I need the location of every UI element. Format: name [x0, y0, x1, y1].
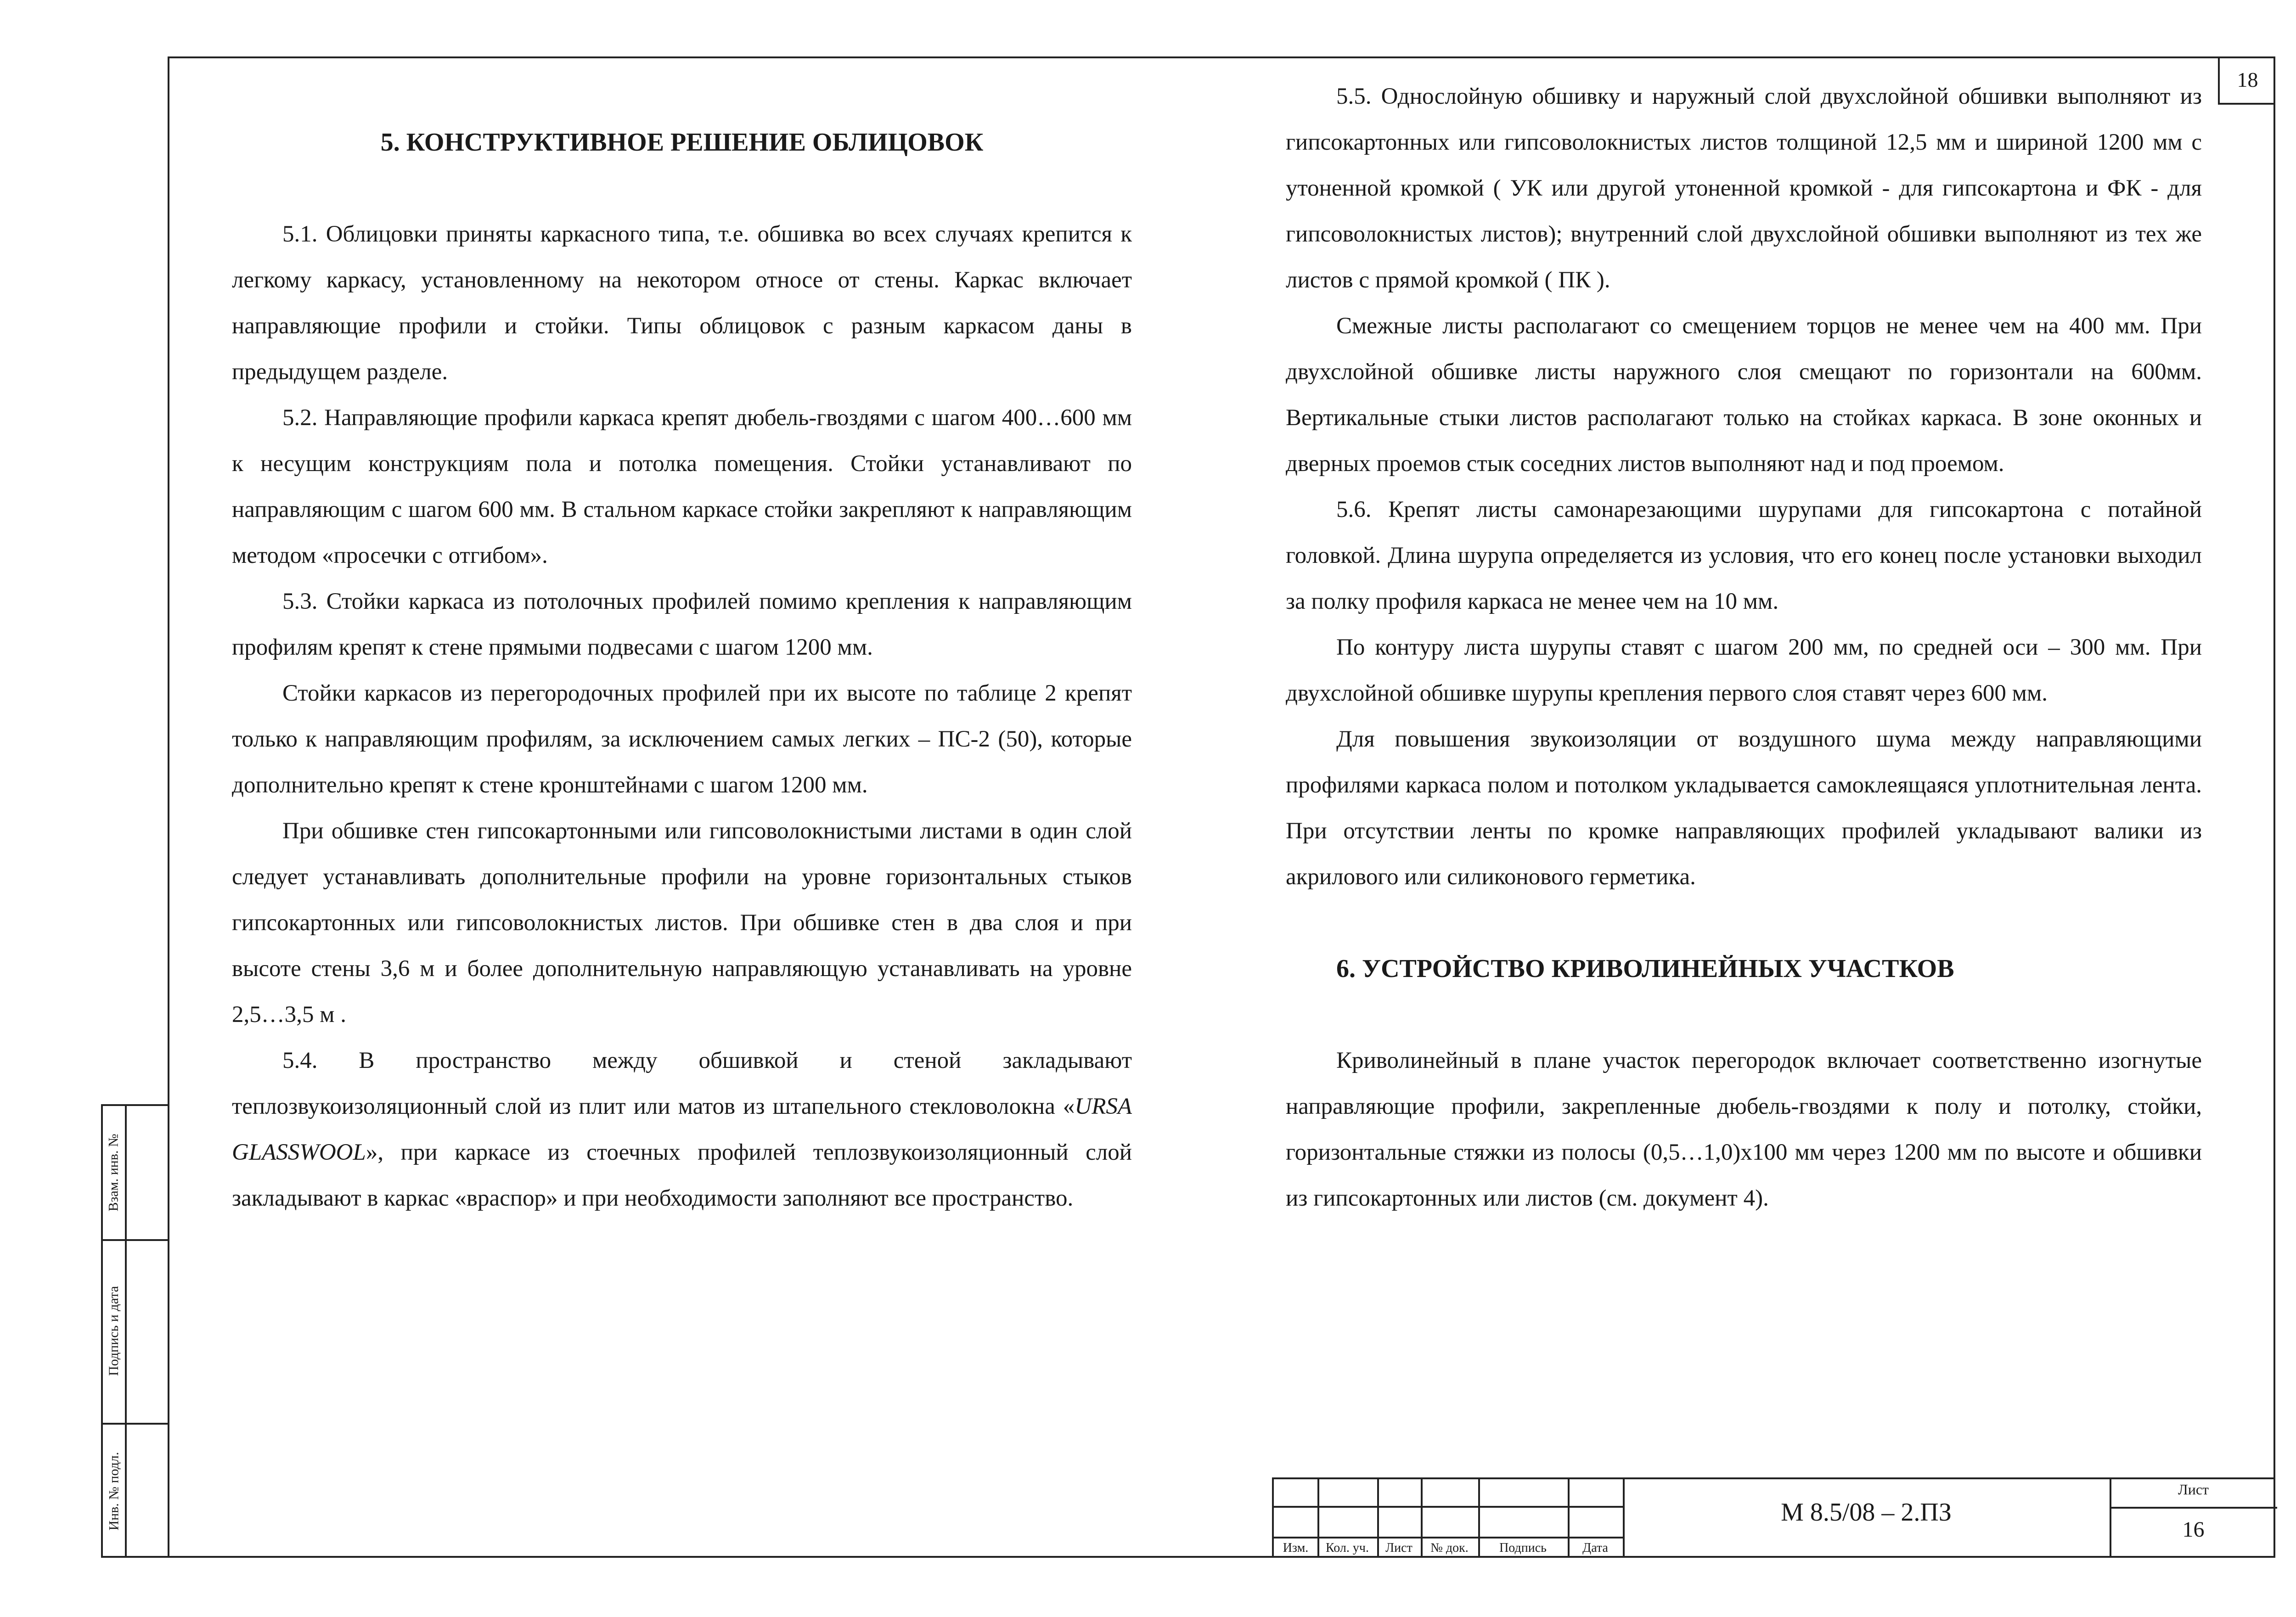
side-label: Взам. инв. № — [106, 1134, 121, 1212]
paragraph: 5.2. Направляющие профили каркаса крепят дюбель-гвоздями с шагом 400…600 мм к несущим конструкциям пола и потолка помещения. Стойки устанавливают по направляющим с шагом 600 мм. В стальном каркасе стойки закрепляют к направляющим методом «просечки с отгибом». — [232, 405, 1132, 568]
paragraph: 5.3. Стойки каркаса из потолочных профилей помимо крепления к направляющим профилям крепят к стене прямыми подвесами с шагом 1200 мм. — [232, 589, 1132, 660]
title-block — [1272, 1477, 2275, 1558]
paragraph: 5.5. Однослойную обшивку и наружный слой двухслойной обшивки выполняют из гипсокартонных или гипсоволокнистых листов толщиной 12,5 мм и шириной 1200 мм с утоненной кромкой ( УК или другой утоненной кромкой - для гипсокартона и ФК - для гипсоволокнистых листов); внутренний слой двухслойной обшивки выполняют из тех же листов с прямой кромкой ( ПК ). — [1286, 84, 2202, 293]
text-run: 5.4. В пространство между обшивкой и стеной закладывают теплозвукоизоляционный слой из плит или матов из штапельного стекловолокна « — [232, 1048, 1132, 1119]
paragraph: Смежные листы располагают со смещением торцов не менее чем на 400 мм. При двухслойной обшивке листы наружного слоя смещают по горизонтали на 600мм. Вертикальные стыки листов располагают только на стойках каркаса. В зоне оконных и дверных проемов стык соседних листов выполняют над и под проемом. — [1286, 313, 2202, 477]
paragraph-5-4 — [232, 1038, 1132, 1221]
text-run: », при каркасе из стоечных профилей теплозвукоизоляционный слой закладывают в каркас «враспор» и при необходимости заполняют все пространство. — [232, 1140, 1132, 1211]
product-name: URSA GLASSWOOL — [232, 1094, 1132, 1165]
sheet-number-top: 18 — [2218, 56, 2275, 105]
paragraph: Стойки каркасов из перегородочных профилей при их высоте по таблице 2 крепят только к направляющим профилям, за исключением самых легких – ПС-2 (50), которые дополнительно крепят к стене кронштейнами с шагом 1200 мм. — [232, 680, 1132, 798]
caption-sheet: Лист — [1385, 1541, 1412, 1555]
side-label: Подпись и дата — [106, 1286, 122, 1376]
paragraph: Для повышения звукоизоляции от воздушного шума между направляющими профилями каркаса полом и потолком укладывается самоклеящаяся уплотнительная лента. При отсутствии ленты по кромке направляющих профилей укладывают валики из акрилового или силиконового герметика. — [1286, 726, 2202, 890]
caption-docno: № док. — [1430, 1541, 1469, 1555]
paragraph: 5.1. Облицовки приняты каркасного типа, т.е. обшивка во всех случаях крепится к легкому каркасу, установленному на некотором относе от стены. Каркас включает направляющие профили и стойки. Типы облицовок с разным каркасом даны в предыдущем разделе. — [232, 221, 1132, 385]
caption-date: Дата — [1582, 1541, 1608, 1555]
paragraph: Криволинейный в плане участок перегородок включает соответственно изогнутые направляющие профили, закрепленные дюбель-гвоздями к полу и потолку, стойки, горизонтальные стяжки из полосы (0,5…1,0)х100 мм через 1200 мм по высоте и обшивки из гипсокартонных или листов (см. документ 4). — [1286, 1048, 2202, 1211]
side-label: Инв. № подл. — [106, 1452, 121, 1531]
paragraph: При обшивке стен гипсокартонными или гипсоволокнистыми листами в один слой следует устанавливать дополнительные профили на уровне горизонтальных стыков гипсокартонных или гипсоволокнистых листов. При обшивке стен в два слоя и при высоте стены 3,6 м и более дополнительную направляющую устанавливать на уровне 2,5…3,5 м . — [232, 818, 1132, 1027]
caption-signature: Подпись — [1499, 1541, 1547, 1555]
paragraph: 5.6. Крепят листы самонарезающими шурупами для гипсокартона с потайной головкой. Длина шурупа определяется из условия, что его конец после установки выходил за полку профиля каркаса не менее чем на 10 мм. — [1286, 497, 2202, 614]
right-column — [1286, 73, 2202, 1221]
paragraph: По контуру листа шурупы ставят с шагом 200 мм, по средней оси – 300 мм. При двухслойной обшивке шурупы крепления первого слоя ставят через 600 мм. — [1286, 634, 2202, 706]
document-code: М 8.5/08 – 2.ПЗ — [1781, 1498, 1952, 1527]
caption-change: Изм. — [1283, 1541, 1309, 1555]
left-column — [232, 119, 1132, 1221]
section-6-heading: 6. УСТРОЙСТВО КРИВОЛИНЕЙНЫХ УЧАСТКОВ — [1336, 954, 1954, 983]
side-stamp — [101, 1104, 168, 1558]
section-5-heading: 5. КОНСТРУКТИВНОЕ РЕШЕНИЕ ОБЛИЦОВОК — [380, 128, 984, 157]
sheet-number: 16 — [2182, 1517, 2205, 1542]
sheet-label: Лист — [2178, 1481, 2209, 1498]
caption-qty: Кол. уч. — [1326, 1541, 1369, 1555]
